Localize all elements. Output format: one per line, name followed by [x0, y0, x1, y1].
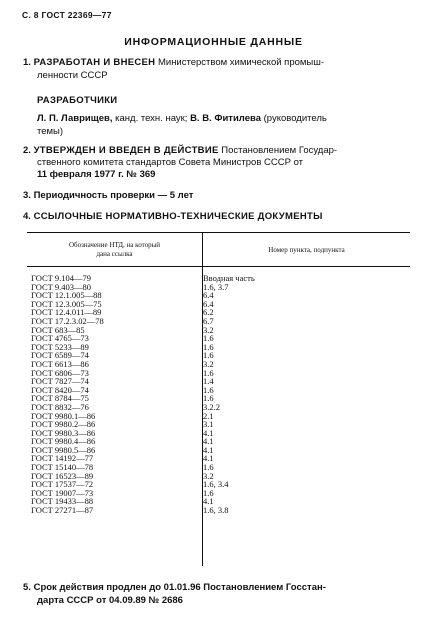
- table-cell-clause: 4.1: [203, 427, 214, 438]
- developer-name-2: В. В. Фитилева: [190, 113, 261, 124]
- table-cell-ntd: ГОСТ 9980.3—86: [31, 427, 96, 438]
- developers-line-2: [37, 126, 63, 139]
- table-cell-clause: 3.2.2: [203, 401, 220, 412]
- table-cell-ntd: ГОСТ 9980.1—86: [31, 410, 96, 421]
- table-cell-clause: 1.6: [203, 341, 214, 352]
- table-cell-ntd: ГОСТ 9.403—80: [31, 281, 92, 292]
- table-top-rule: [27, 232, 410, 233]
- table-cell-ntd: ГОСТ 6806—73: [31, 367, 89, 378]
- table-cell-clause: 1.6: [203, 384, 214, 395]
- table-cell-ntd: ГОСТ 4765—73: [31, 333, 89, 344]
- table-row: [27, 506, 403, 515]
- item-2: [23, 145, 337, 158]
- item-1: [23, 57, 324, 70]
- table-body: [27, 274, 403, 515]
- table-cell-ntd: ГОСТ 9980.2—86: [31, 419, 96, 430]
- table-cell-clause: 1.6: [203, 350, 214, 361]
- table-cell-ntd: ГОСТ 12.3.005—75: [31, 298, 102, 309]
- developer-name-1: Л. П. Лаврищев,: [37, 113, 113, 124]
- item-2-cont-1: [37, 157, 303, 170]
- table-cell-clause: 1.6: [203, 487, 214, 498]
- table-cell-clause: 6.4: [203, 290, 214, 301]
- table-cell-ntd: ГОСТ 15140—78: [31, 462, 94, 473]
- table-cell-ntd: ГОСТ 6613—86: [31, 358, 89, 369]
- table-header-rule: [27, 266, 410, 267]
- item-4-heading: ССЫЛОЧНЫЕ НОРМАТИВНО-ТЕХНИЧЕСКИЕ ДОКУМЕНТЫ: [33, 211, 323, 222]
- item-5-cont: [37, 595, 183, 608]
- table-cell-clause: 4.1: [203, 496, 214, 507]
- table-cell-clause: 1.6: [203, 462, 214, 473]
- item-3-text: Периодичность проверки — 5 лет: [33, 190, 194, 201]
- developer-role-cont: темы): [37, 126, 64, 137]
- table-cell-clause: 1.6, 3.7: [203, 281, 229, 292]
- table-col1-header: [27, 241, 202, 259]
- references-table: [27, 232, 410, 566]
- table-cell-ntd: ГОСТ 9.104—79: [31, 273, 92, 283]
- table-cell-clause: 1.6, 3.4: [203, 479, 229, 490]
- table-cell-clause: 1.4: [203, 376, 214, 387]
- table-cell-ntd: ГОСТ 7827—74: [31, 376, 89, 387]
- item-3: [23, 190, 193, 203]
- table-cell-ntd: ГОСТ 27271—87: [31, 505, 94, 516]
- developers-line-1: [37, 113, 327, 126]
- table-cell-clause: 3.2: [203, 324, 214, 335]
- table-cell-clause: 4.1: [203, 453, 214, 464]
- item-5-text-b: дарта СССР от 04.09.89 № 2686: [37, 595, 183, 606]
- developer-degree: канд. техн. наук;: [115, 113, 188, 124]
- item-2-cont-2: [37, 169, 155, 182]
- item-5-text-a: Срок действия продлен до 01.01.96 Постановлением Госстан-: [33, 582, 326, 593]
- table-cell-ntd: ГОСТ 19007—73: [31, 487, 94, 498]
- item-2-text-c: 11 февраля 1977 г. № 369: [37, 169, 156, 180]
- page-header: С. 8 ГОСТ 22369—77: [22, 10, 112, 20]
- item-3-number: 3.: [23, 190, 31, 201]
- table-cell-clause: 6.4: [203, 298, 214, 309]
- table-cell-clause: 2.1: [203, 410, 214, 421]
- table-cell-clause: 6.2: [203, 307, 214, 318]
- table-cell-clause: 1.6: [203, 367, 214, 378]
- table-cell-clause: 1.6: [203, 393, 214, 404]
- table-cell-ntd: ГОСТ 683—85: [31, 324, 85, 335]
- table-cell-ntd: ГОСТ 5233—89: [31, 341, 89, 352]
- table-cell-ntd: ГОСТ 9980.5—86: [31, 444, 96, 455]
- table-cell-ntd: ГОСТ 19433—88: [31, 496, 94, 507]
- item-1-number: 1.: [23, 57, 31, 68]
- item-2-heading: УТВЕРЖДЕН И ВВЕДЕН В ДЕЙСТВИЕ: [33, 145, 219, 156]
- table-col1-header-line2: дана ссылка: [96, 250, 133, 258]
- developer-role: (руководитель: [263, 113, 327, 124]
- table-cell-clause: 4.1: [203, 436, 214, 447]
- table-cell-ntd: ГОСТ 6589—74: [31, 350, 89, 361]
- table-cell-clause: 6.7: [203, 315, 214, 326]
- item-5-number: 5.: [23, 582, 31, 593]
- table-cell-ntd: ГОСТ 9980.4—86: [31, 436, 96, 447]
- table-cell-ntd: ГОСТ 8420—74: [31, 384, 89, 395]
- table-cell-ntd: ГОСТ 12.4.011—89: [31, 307, 102, 318]
- table-col2-header: Номер пункта, подпункта: [268, 246, 345, 254]
- table-cell-clause: 1.6, 3.8: [203, 505, 229, 516]
- table-cell-clause: 1.6: [203, 333, 214, 344]
- developers-heading: РАЗРАБОТЧИКИ: [37, 95, 118, 106]
- item-4: [23, 211, 323, 224]
- table-cell-clause: 4.1: [203, 444, 214, 455]
- item-1-text-b: ленности СССР: [37, 70, 108, 81]
- table-cell-ntd: ГОСТ 14192—77: [31, 453, 94, 464]
- section-title: ИНФОРМАЦИОННЫЕ ДАННЫЕ: [124, 36, 303, 48]
- item-2-text-b: ственного комитета стандартов Совета Министров СССР от: [37, 157, 304, 168]
- table-cell-ntd: ГОСТ 12.1.005—88: [31, 290, 102, 301]
- item-5: [23, 582, 326, 595]
- table-col1-header-line1: Обозначение НТД, на который: [68, 241, 161, 249]
- table-cell-ntd: ГОСТ 8784—75: [31, 393, 89, 404]
- item-2-number: 2.: [23, 145, 31, 156]
- table-cell-clause: 3.1: [203, 419, 214, 430]
- table-cell-ntd: ГОСТ 16523—89: [31, 470, 94, 481]
- item-2-text-a: Постановлением Государ-: [221, 145, 338, 156]
- item-4-number: 4.: [23, 211, 31, 222]
- item-1-heading: РАЗРАБОТАН И ВНЕСЕН: [33, 57, 156, 68]
- table-cell-clause: 3.2: [203, 470, 214, 481]
- table-cell-clause: Вводная часть: [203, 273, 255, 283]
- table-cell-ntd: ГОСТ 17.2.3.02—78: [31, 315, 104, 326]
- item-1-cont: [37, 70, 108, 83]
- table-cell-ntd: ГОСТ 17537—72: [31, 479, 94, 490]
- table-cell-ntd: ГОСТ 8832—76: [31, 401, 89, 412]
- table-cell-clause: 3.2: [203, 358, 214, 369]
- item-1-text-a: Министерством химической промыш-: [157, 57, 325, 68]
